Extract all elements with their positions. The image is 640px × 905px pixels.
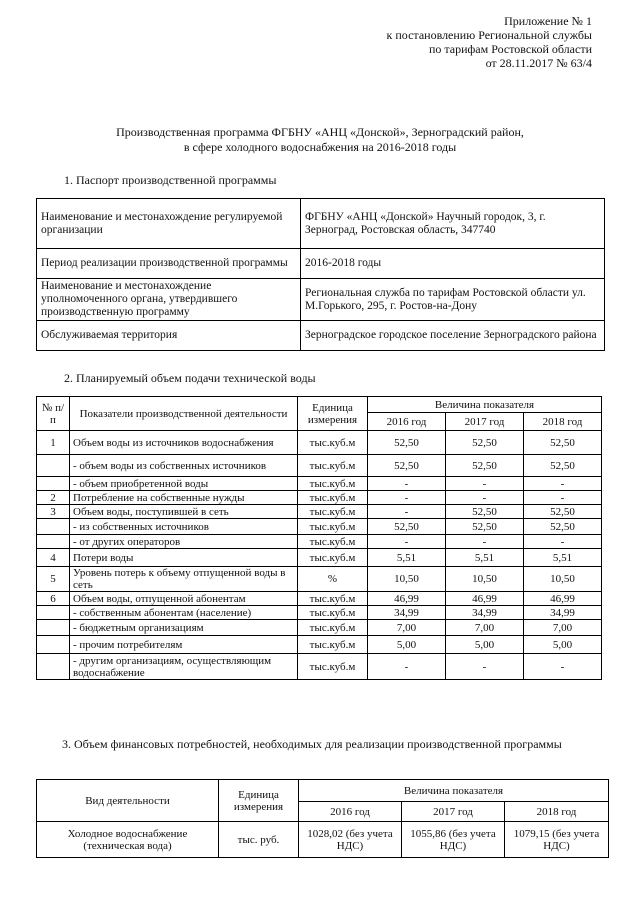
appendix-line-2: к постановлению Региональной службы	[386, 28, 592, 42]
value-2016-cell: 34,99	[368, 606, 446, 620]
table-row	[37, 549, 602, 567]
value-2017-cell: 5,51	[446, 549, 524, 567]
header-row	[37, 780, 609, 802]
col-header-2017: 2017 год	[446, 413, 524, 431]
value-2016-cell: -	[368, 477, 446, 491]
unit-cell: тыс.куб.м	[298, 491, 368, 505]
table-row	[37, 491, 602, 505]
value-2016-cell: 5,51	[368, 549, 446, 567]
col-header-activity: Вид деятельности	[37, 780, 219, 822]
table-row	[37, 455, 602, 477]
unit-cell: тыс.куб.м	[298, 654, 368, 680]
value-2017-cell: 7,00	[446, 620, 524, 636]
indicator-cell: - прочим потребителям	[70, 636, 298, 654]
appendix-line-1: Приложение № 1	[504, 14, 592, 28]
unit-cell: тыс.куб.м	[298, 535, 368, 549]
table-row	[37, 431, 602, 455]
unit-cell: тыс.куб.м	[298, 636, 368, 654]
table-row	[37, 822, 609, 858]
value-2018-cell: -	[524, 654, 602, 680]
col-header-unit: Единица измерения	[219, 780, 299, 822]
section3-heading: 3. Объем финансовых потребностей, необходимых для реализации производственной программы	[62, 737, 562, 751]
row-number-cell	[37, 535, 70, 549]
row-number-cell	[37, 620, 70, 636]
table-row	[37, 279, 605, 321]
value-2018-cell: 52,50	[524, 519, 602, 535]
value-2016-cell: -	[368, 654, 446, 680]
water-volume-table	[36, 396, 602, 680]
table-row	[37, 636, 602, 654]
col-header-2018: 2018 год	[524, 413, 602, 431]
unit-cell: тыс. руб.	[219, 822, 299, 858]
passport-value: ФГБНУ «АНЦ «Донской» Научный городок, 3, г. Зерноград, Ростовская область, 347740	[301, 199, 605, 249]
value-2016-cell: 7,00	[368, 620, 446, 636]
value-2017-cell: 1055,86 (без учета НДС)	[402, 822, 505, 858]
value-2017-cell: 52,50	[446, 505, 524, 519]
value-2018-cell: -	[524, 477, 602, 491]
value-2017-cell: 52,50	[446, 455, 524, 477]
table-row	[37, 592, 602, 606]
col-header-indicator: Показатели производственной деятельности	[70, 397, 298, 431]
passport-label: Наименование и местонахождение регулируемой организации	[37, 199, 301, 249]
indicator-cell: - объем приобретенной воды	[70, 477, 298, 491]
table-row	[37, 321, 605, 351]
value-2017-cell: -	[446, 654, 524, 680]
indicator-cell: Объем воды, отпущенной абонентам	[70, 592, 298, 606]
value-2017-cell: 46,99	[446, 592, 524, 606]
value-2018-cell: 10,50	[524, 567, 602, 592]
passport-label: Наименование и местонахождение уполномоченного органа, утвердившего производственную программу	[37, 279, 301, 321]
col-header-num: № п/п	[37, 397, 70, 431]
indicator-cell: Потребление на собственные нужды	[70, 491, 298, 505]
section2-heading: 2. Планируемый объем подачи технической воды	[64, 371, 316, 385]
col-header-magnitude: Величина показателя	[368, 397, 602, 413]
value-2018-cell: 46,99	[524, 592, 602, 606]
row-number-cell	[37, 455, 70, 477]
passport-value: 2016-2018 годы	[301, 249, 605, 279]
col-header-magnitude: Величина показателя	[299, 780, 609, 802]
indicator-cell: - из собственных источников	[70, 519, 298, 535]
table-row	[37, 620, 602, 636]
value-2018-cell: 7,00	[524, 620, 602, 636]
appendix-line-4: от 28.11.2017 № 63/4	[485, 56, 592, 70]
table-row	[37, 477, 602, 491]
row-number-cell: 5	[37, 567, 70, 592]
value-2016-cell: 5,00	[368, 636, 446, 654]
document-title	[40, 125, 600, 155]
row-number-cell	[37, 606, 70, 620]
value-2018-cell: 5,51	[524, 549, 602, 567]
table-row	[37, 199, 605, 249]
row-number-cell	[37, 477, 70, 491]
title-line-1: Производственная программа ФГБНУ «АНЦ «Донской», Зерноградский район,	[116, 125, 524, 139]
unit-cell: тыс.куб.м	[298, 592, 368, 606]
header-row	[37, 397, 602, 413]
row-number-cell	[37, 636, 70, 654]
value-2016-cell: 52,50	[368, 519, 446, 535]
table-row	[37, 654, 602, 680]
value-2016-cell: 1028,02 (без учета НДС)	[299, 822, 402, 858]
row-number-cell: 2	[37, 491, 70, 505]
unit-cell: тыс.куб.м	[298, 620, 368, 636]
table-row	[37, 249, 605, 279]
value-2016-cell: -	[368, 535, 446, 549]
row-number-cell: 1	[37, 431, 70, 455]
unit-cell: тыс.куб.м	[298, 455, 368, 477]
indicator-cell: - бюджетным организациям	[70, 620, 298, 636]
value-2018-cell: 52,50	[524, 431, 602, 455]
passport-label: Период реализации производственной программы	[37, 249, 301, 279]
indicator-cell: - другим организациям, осуществляющим водоснабжение	[70, 654, 298, 680]
value-2017-cell: -	[446, 535, 524, 549]
appendix-line-3: по тарифам Ростовской области	[428, 42, 592, 56]
value-2017-cell: 5,00	[446, 636, 524, 654]
indicator-cell: Объем воды из источников водоснабжения	[70, 431, 298, 455]
unit-cell: тыс.куб.м	[298, 431, 368, 455]
unit-cell: тыс.куб.м	[298, 519, 368, 535]
title-line-2: в сфере холодного водоснабжения на 2016-2018 годы	[183, 140, 457, 154]
value-2017-cell: 52,50	[446, 431, 524, 455]
indicator-cell: Потери воды	[70, 549, 298, 567]
table-row	[37, 567, 602, 592]
col-header-2016: 2016 год	[368, 413, 446, 431]
appendix-block	[292, 14, 592, 70]
value-2018-cell: 5,00	[524, 636, 602, 654]
indicator-cell: - от других операторов	[70, 535, 298, 549]
value-2016-cell: 52,50	[368, 455, 446, 477]
value-2016-cell: -	[368, 505, 446, 519]
value-2017-cell: 10,50	[446, 567, 524, 592]
passport-label: Обслуживаемая территория	[37, 321, 301, 351]
value-2016-cell: 52,50	[368, 431, 446, 455]
unit-cell: тыс.куб.м	[298, 505, 368, 519]
value-2018-cell: 52,50	[524, 455, 602, 477]
col-header-2017: 2017 год	[402, 802, 505, 822]
value-2018-cell: -	[524, 535, 602, 549]
value-2017-cell: -	[446, 491, 524, 505]
row-number-cell: 3	[37, 505, 70, 519]
indicator-cell: Объем воды, поступившей в сеть	[70, 505, 298, 519]
indicator-cell: Уровень потерь к объему отпущенной воды в сеть	[70, 567, 298, 592]
finance-table	[36, 779, 609, 858]
value-2017-cell: 52,50	[446, 519, 524, 535]
table-row	[37, 505, 602, 519]
table-row	[37, 535, 602, 549]
col-header-2018: 2018 год	[505, 802, 609, 822]
col-header-2016: 2016 год	[299, 802, 402, 822]
indicator-cell: - объем воды из собственных источников	[70, 455, 298, 477]
value-2018-cell: 34,99	[524, 606, 602, 620]
passport-value: Зерноградское городское поселение Зерноградского района	[301, 321, 605, 351]
value-2016-cell: -	[368, 491, 446, 505]
value-2018-cell: 1079,15 (без учета НДС)	[505, 822, 609, 858]
value-2017-cell: 34,99	[446, 606, 524, 620]
section1-heading: 1. Паспорт производственной программы	[64, 173, 277, 187]
value-2017-cell: -	[446, 477, 524, 491]
value-2016-cell: 46,99	[368, 592, 446, 606]
row-number-cell: 4	[37, 549, 70, 567]
col-header-unit: Единица измерения	[298, 397, 368, 431]
passport-value: Региональная служба по тарифам Ростовской области ул. М.Горького, 295, г. Ростов-на-Дону	[301, 279, 605, 321]
passport-table	[36, 198, 605, 351]
table-row	[37, 606, 602, 620]
value-2018-cell: 52,50	[524, 505, 602, 519]
row-number-cell: 6	[37, 592, 70, 606]
unit-cell: тыс.куб.м	[298, 606, 368, 620]
value-2018-cell: -	[524, 491, 602, 505]
unit-cell: %	[298, 567, 368, 592]
activity-cell: Холодное водоснабжение (техническая вода)	[37, 822, 219, 858]
indicator-cell: - собственным абонентам (население)	[70, 606, 298, 620]
value-2016-cell: 10,50	[368, 567, 446, 592]
row-number-cell	[37, 519, 70, 535]
unit-cell: тыс.куб.м	[298, 477, 368, 491]
row-number-cell	[37, 654, 70, 680]
table-row	[37, 519, 602, 535]
unit-cell: тыс.куб.м	[298, 549, 368, 567]
